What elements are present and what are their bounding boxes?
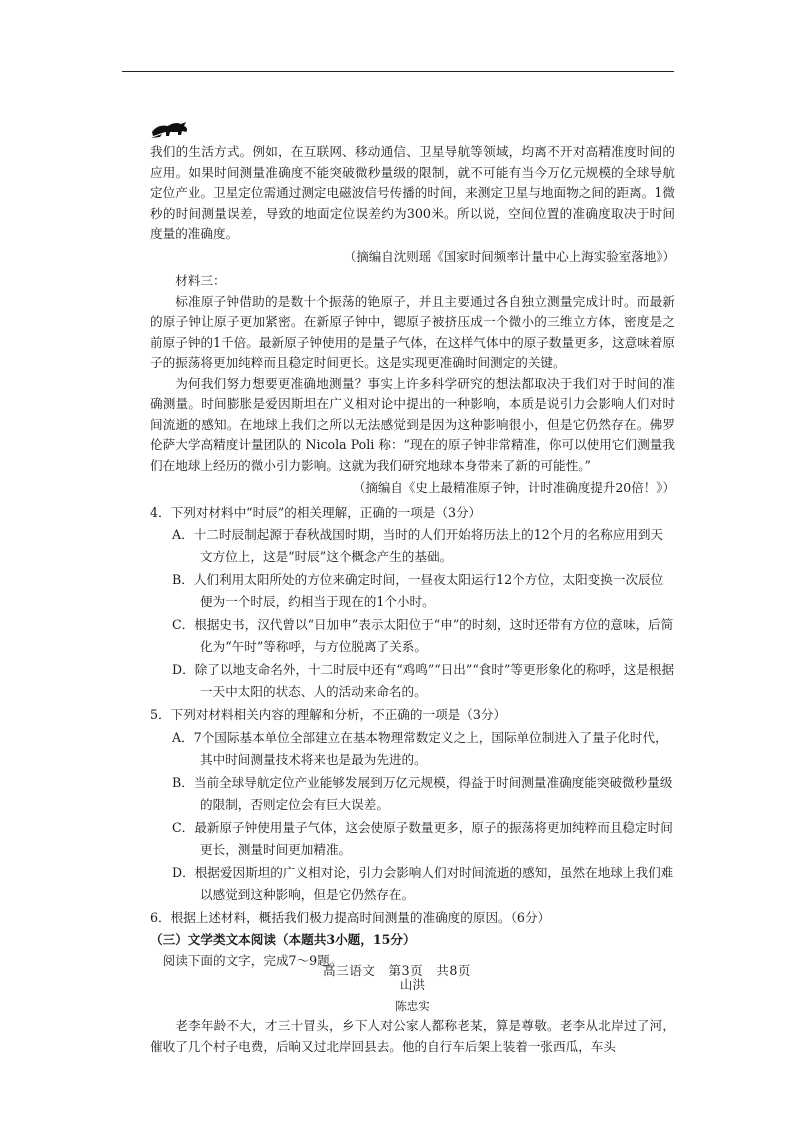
question-6: 6．根据上述材料，概括我们极力提高时间测量的准确度的原因。（6分） xyxy=(150,909,551,925)
section-3-heading: （三）文学类文本阅读（本题共3小题，15分） xyxy=(150,932,416,947)
question-4-option-d: D．除了以地支命名外，十二时辰中还有“鸡鸣”“日出”“食时”等更形象化的称呼，这是根据一天中太阳的状态、人的活动来命名的。 xyxy=(172,662,675,699)
question-5-stem: 5．下列对材料相关内容的理解和分析，不正确的一项是（3分） xyxy=(150,707,507,722)
top-rule xyxy=(122,71,674,72)
material-3-label: 材料三： xyxy=(175,273,226,288)
story-title: 山洪 xyxy=(399,977,426,992)
question-5 xyxy=(150,705,675,906)
question-4-stem: 4．下列对材料中“时辰”的相关理解，正确的一项是（3分） xyxy=(150,504,482,520)
question-4-option-b: B．人们利用太阳所处的方位来确定时间，一昼夜太阳运行12个方位，太阳变换一次辰位便为一个时辰，约相当于现在的1个小时。 xyxy=(172,572,664,609)
section-3-intro: 阅读下面的文字，完成7～9题。 xyxy=(162,952,343,968)
question-4-option-a: A．十二时辰制起源于春秋战国时期，当时的人们开始将历法上的12个月的名称应用到天文方位上，这是“时辰”这个概念产生的基础。 xyxy=(172,527,664,564)
question-4-option-c: C．根据史书，汉代曾以“日加申”表示太阳位于“申”的时刻，这时还带有方位的意味，后简化为“午时”等称呼，与方位脱离了关系。 xyxy=(172,617,674,654)
story-author: 陈忠实 xyxy=(395,998,430,1013)
question-5-option-d: D．根据爱因斯坦的广义相对论，引力会影响人们对时间流逝的感知，虽然在地球上我们难以感觉到这种影响，但是它仍然存在。 xyxy=(172,864,674,902)
ox-logo-icon xyxy=(150,118,190,140)
question-5-option-c: C．最新原子钟使用量子气体，这会使原子数量更多，原子的振荡将更加纯粹而且稳定时间更长，测量时间更加精准。 xyxy=(172,819,673,857)
story-paragraph-1: 老李年龄不大，才三十冒头，乡下人对公家人都称老某，算是尊敬。老李从北岸过了河，催收了几个村子电费，后晌又过北岸回县去。他的自行车后架上装着一张西瓜，车头 xyxy=(150,1018,675,1054)
question-4 xyxy=(150,503,675,704)
question-5-option-b: B．当前全球导航定位产业能够发展到万亿元规模，得益于时间测量准确度能突破微秒量级的限制，否则定位会有巨大误差。 xyxy=(172,774,673,812)
material-3-paragraph-1: 标准原子钟借助的是数十个振荡的铯原子，并且主要通过各自独立测量完成计时。而最新的原子钟让原子更加紧密。在新原子钟中，锶原子被挤压成一个微小的三维立方体，密度是之前原子钟的1千倍。最新原子钟使用的是量子气体，在这样气体中的原子数量更多，这意味着原子的振荡将更加纯粹而且稳定时间更长。这是实现更准确时间测定的关键。 xyxy=(150,293,675,370)
page-footer: 高三语文 第3页 共8页 xyxy=(323,963,471,978)
material-3-paragraph-2: 为何我们努力想要更准确地测量？事实上许多科学研究的想法都取决于我们对于时间的准确测量。时间膨胀是爱因斯坦在广义相对论中提出的一种影响，本质是说引力会影响人们对时间流逝的感知。在地球上我们之所以无法感觉到是因为这种影响很小，但是它仍然存在。佛罗伦萨大学高精度计量团队的 Nicola Poli 称：“现在的原子钟非常精准，你可以使用它们测量我们在地球上经历的微小引力影响。这就为我们研究地球本身带来了新的可能性。” xyxy=(150,375,675,473)
source-citation-2: （摘编自沈则瑶《国家时间频率计量中心上海实验室落地》） xyxy=(343,248,675,264)
source-citation-3: （摘编自《史上最精准原子钟，计时准确度提升20倍！》） xyxy=(352,480,675,495)
question-5-option-a: A．7个国际基本单位全部建立在基本物理常数定义之上，国际单位制进入了量子化时代，其中时间测量技术将来也是最为先进的。 xyxy=(172,729,668,767)
passage-continued: 我们的生活方式。例如，在互联网、移动通信、卫星导航等领域，均离不开对高精准度时间的应用。如果时间测量准确度不能突破微秒量级的限制，就不可能有当今万亿元规模的全球导航定位产业。卫星定位需通过测定电磁波信号传播的时间，来测定卫星与地面物之间的距离。1微秒的时间测量误差，导致的地面定位误差约为300米。所以说，空间位置的准确度取决于时间度量的准确度。 xyxy=(150,144,675,241)
page-content xyxy=(150,142,675,1057)
